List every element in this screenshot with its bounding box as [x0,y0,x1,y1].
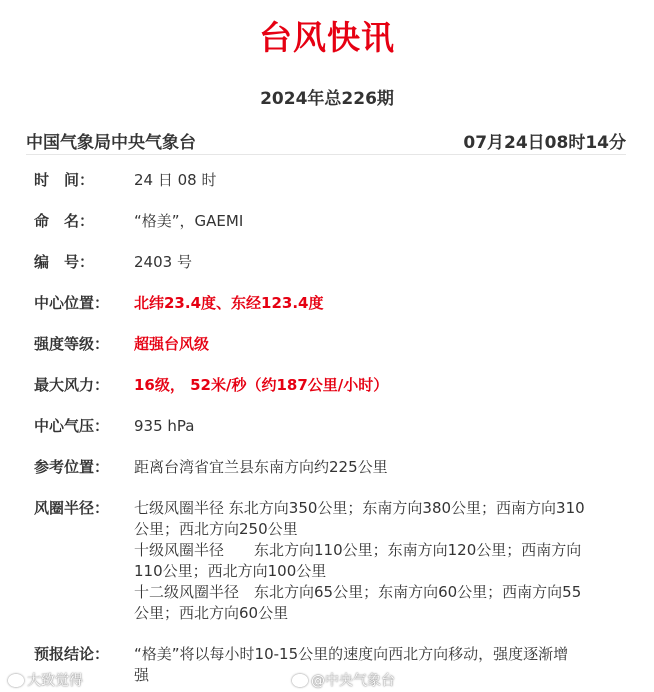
row-wind-radius [34,498,632,624]
wind-radius-line: 七级风圈半径 东北方向350公里；东南方向380公里；西南方向310 [134,499,585,517]
weibo-icon [8,674,24,687]
row-center-position [34,293,632,314]
field-label: 时 间： [34,171,95,189]
agency-name: 中国气象局中央气象台 [26,132,196,153]
issue-number: 2024年总226期 [260,89,394,109]
wind-radius-line: 公里；西北方向250公里 [134,520,298,538]
weibo-icon [292,674,308,687]
field-value: 北纬23.4度、东经123.4度 [134,294,324,312]
wind-radius-line: 110公里；西北方向100公里 [134,562,327,580]
report-datetime: 07月24日08时14分 [463,132,626,153]
field-value: 距离台湾省宜兰县东南方向约225公里 [134,458,388,476]
field-value: “格美”，GAEMI [134,212,244,230]
field-value: 935 hPa [134,417,195,435]
field-label: 中心气压： [34,417,110,435]
watermark-left-text: 大致觉得 [27,673,83,689]
row-name [34,211,632,232]
field-value: 16级， 52米/秒（约187公里/小时） [134,376,389,394]
field-value [134,498,632,624]
row-intensity [34,334,632,355]
wind-radius-line: 公里；西北方向60公里 [134,604,289,622]
field-label: 预报结论： [34,645,110,663]
field-label: 参考位置： [34,458,110,476]
field-label: 中心位置： [34,294,110,312]
watermark-left [8,670,83,690]
wind-radius-line: 十二级风圈半径 东北方向65公里；东南方向60公里；西南方向55 [134,583,582,601]
field-label: 风圈半径： [34,499,110,517]
row-reference-position [34,457,632,478]
typhoon-info-list [34,170,632,686]
forecast-line: 强 [134,666,150,684]
watermark-right-text: @中央气象台 [311,673,395,689]
row-pressure [34,416,632,437]
field-value: 24 日 08 时 [134,171,217,189]
forecast-line: “格美”将以每小时10-15公里的速度向西北方向移动，强度逐渐增 [134,645,569,663]
field-value: 超强台风级 [134,335,210,353]
field-label: 强度等级： [34,335,110,353]
field-label: 最大风力： [34,376,110,394]
row-max-wind [34,375,632,396]
wind-radius-line: 十级风圈半径 东北方向110公里；东南方向120公里；西南方向 [134,541,582,559]
watermark-right [292,670,395,690]
report-header [26,126,626,155]
field-label: 命 名： [34,212,95,230]
page-title: 台风快讯 [259,18,395,57]
field-label: 编 号： [34,253,95,271]
row-time [34,170,632,191]
field-value: 2403 号 [134,253,192,271]
row-number [34,252,632,273]
